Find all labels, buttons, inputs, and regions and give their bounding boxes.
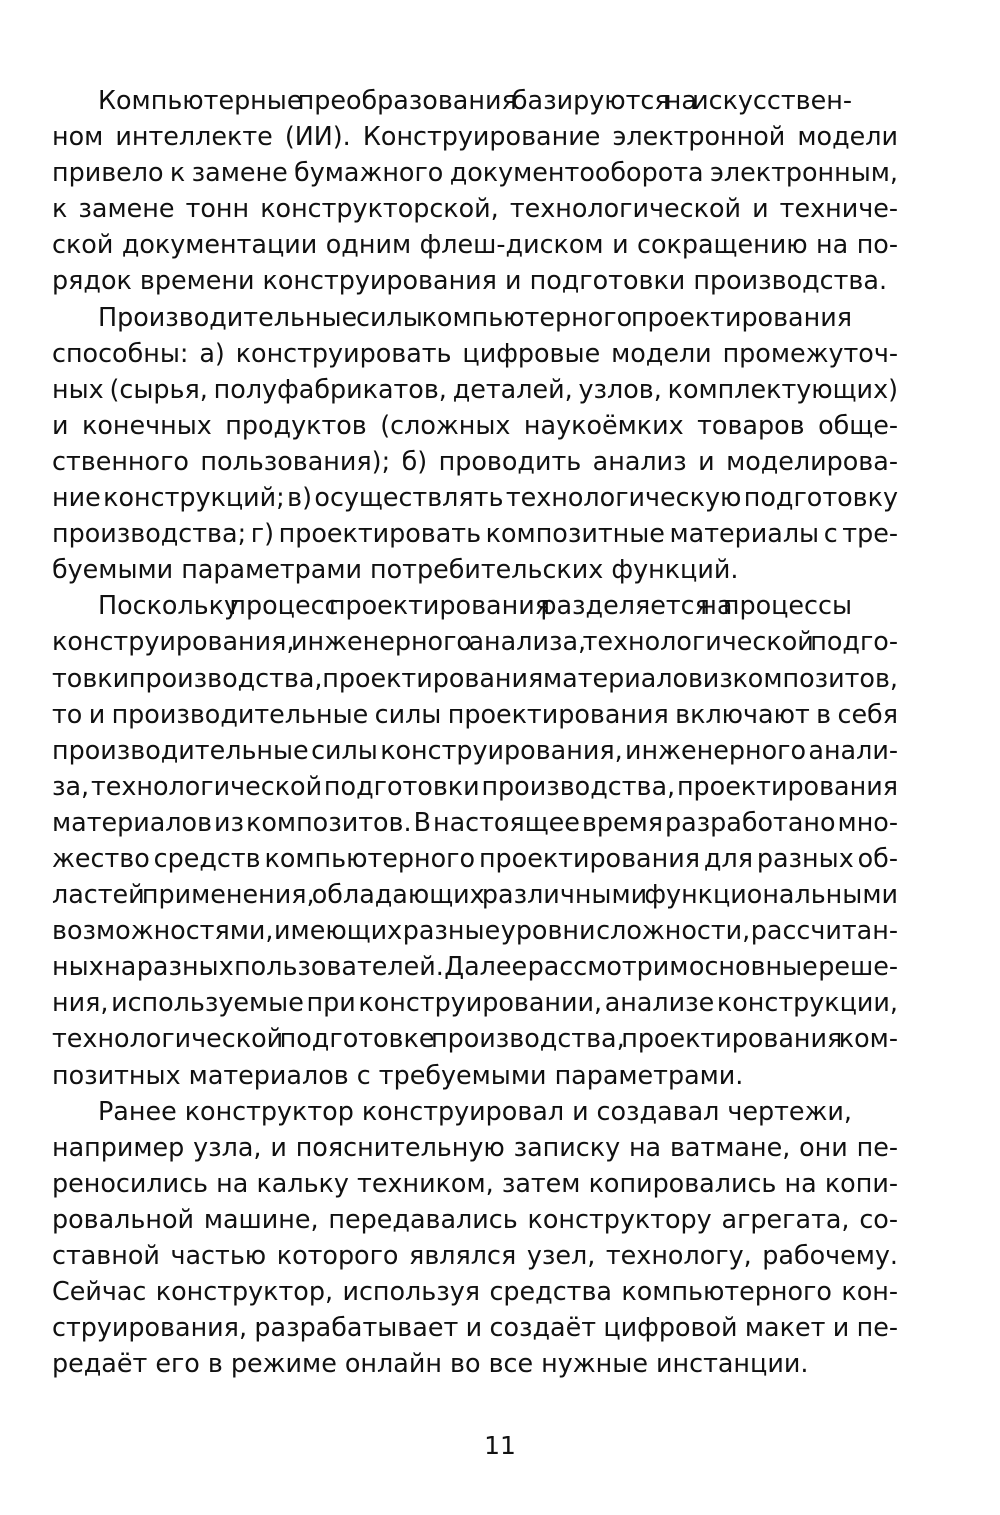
text-line: товки производства, проектирования материалов из композитов, [52,662,898,693]
text-line: за, технологической подготовки производства, проектирования [52,770,898,801]
text-line: производства; г) проектировать композитные материалы с тре- [52,518,898,549]
text-line: технологической подготовке производства, проектирования ком- [52,1023,898,1054]
text-line: реносились на кальку техником, затем копировались на копи- [52,1167,898,1198]
paragraph-3 [52,587,898,1092]
text-line: возможностями, имеющих разные уровни сложности, рассчитан- [52,915,898,946]
text-line: ние конструкций; в) осуществлять технологическую подготовку [52,482,898,513]
text-line: конструирования, инженерного анализа, технологической подго- [52,626,898,657]
text-line: Сейчас конструктор, используя средства компьютерного кон- [52,1276,898,1307]
text-line: привело к замене бумажного документооборота электронным, [52,157,898,188]
text-line: Производительные силы компьютерного проектирования [98,301,852,332]
text-line: буемыми параметрами потребительских функций. [52,554,739,585]
text-line: Поскольку процесс проектирования разделяется на процессы [98,590,852,621]
text-line: рядок времени конструирования и подготовки производства. [52,265,888,296]
text-line: то и производительные силы проектирования включают в себя [52,698,898,729]
paragraph-2 [52,299,898,588]
text-line: производительные силы конструирования, инженерного анали- [52,734,898,765]
paragraph-1 [52,82,898,299]
text-line: ния, используемые при конструировании, анализе конструкции, [52,987,898,1018]
text-line: ластей применения, обладающих различными функциональными [52,879,898,910]
text-line: ственного пользования); б) проводить анализ и моделирова- [52,445,898,476]
text-line: Компьютерные преобразования базируются на искусствен- [98,85,852,115]
text-line: жество средств компьютерного проектирования для разных об- [52,842,898,873]
text-line: и конечных продуктов (сложных наукоёмких товаров обще- [52,409,898,440]
text-line: ставной частью которого являлся узел, технологу, рабочему. [52,1240,898,1270]
text-line: ном интеллекте (ИИ). Конструирование электронной модели [52,121,898,152]
text-line: к замене тонн конструкторской, технологической и техниче- [52,193,898,224]
text-line: редаёт его в режиме онлайн во все нужные инстанции. [52,1348,809,1379]
text-line: ных (сырья, полуфабрикатов, деталей, узлов, комплектующих) [52,373,898,404]
text-line: Ранее конструктор конструировал и создавал чертежи, [98,1095,852,1126]
text-line: позитных материалов с требуемыми параметрами. [52,1059,744,1090]
paragraph-4 [52,1093,898,1382]
text-line: ской документации одним флеш-диском и сокращению на по- [52,229,898,260]
text-line: материалов из композитов. В настоящее время разработано мно- [52,806,898,837]
text-line: ных на разных пользователей. Далее рассмотрим основные реше- [52,951,898,982]
text-line: струирования, разрабатывает и создаёт цифровой макет и пе- [52,1312,898,1343]
text-line: например узла, и пояснительную записку на ватмане, они пе- [52,1131,898,1162]
text-line: ровальной машине, передавались конструктору агрегата, со- [52,1203,898,1234]
text-line: способны: а) конструировать цифровые модели промежуточ- [52,337,898,368]
page-number: 11 [484,1431,516,1460]
page-body [52,82,898,1381]
